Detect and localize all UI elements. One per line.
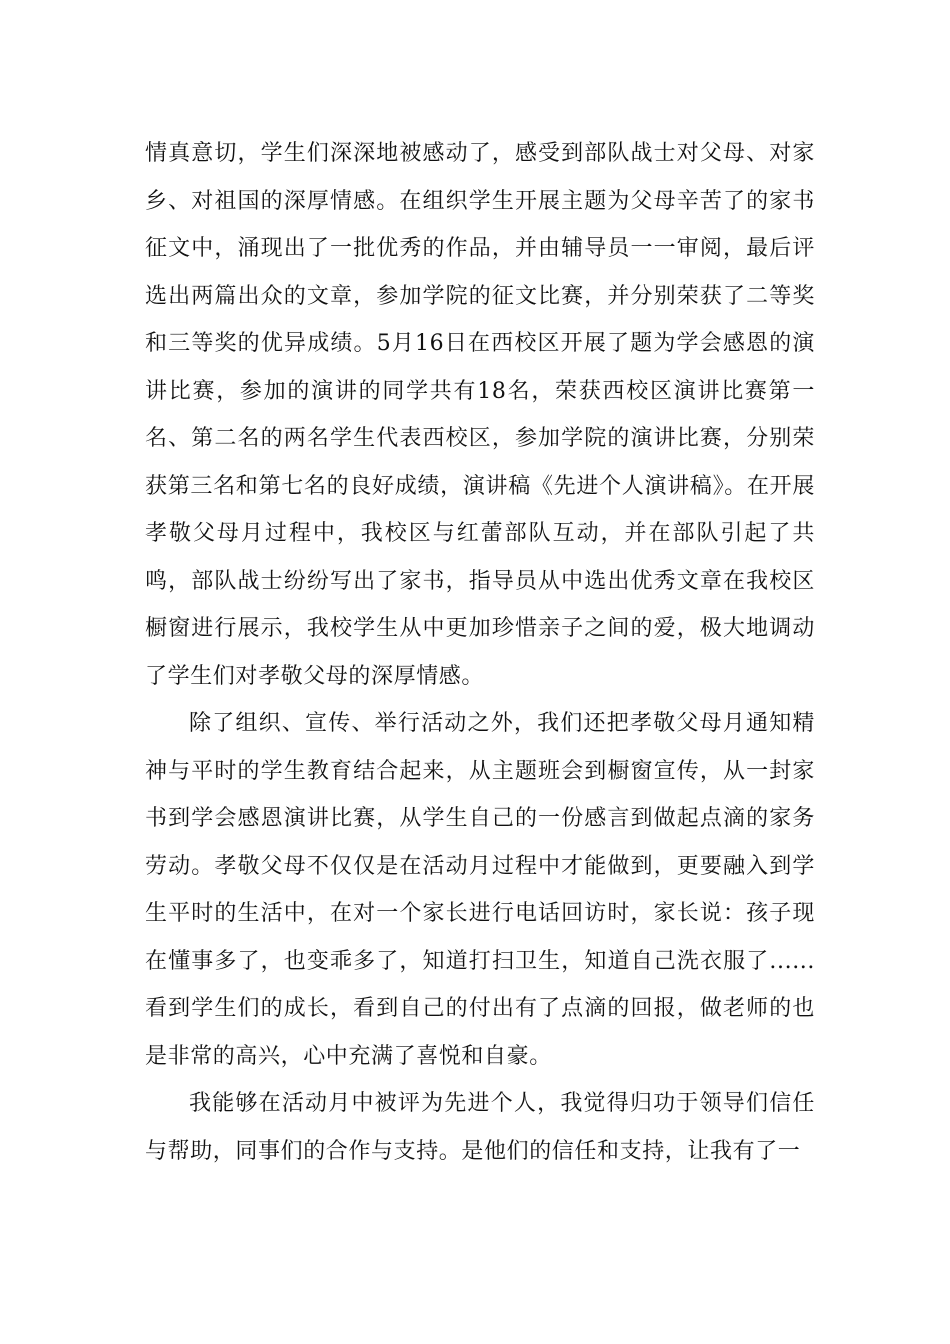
paragraph-2: 除了组织、宣传、举行活动之外，我们还把孝敬父母月通知精神与平时的学生教育结合起来，从主题班会到橱窗宣传，从一封家书到学会感恩演讲比赛，从学生自己的一份感言到做起点滴的家务劳动。孝敬父母不仅仅是在活动月过程中才能做到，更要融入到学生平时的生活中，在对一个家长进行电话回访时，家长说：孩子现在懂事多了，也变乖多了，知道打扫卫生，知道自己洗衣服了......看到学生们的成长，看到自己的付出有了点滴的回报，做老师的也是非常的高兴，心中充满了喜悦和自豪。: [145, 711, 815, 1069]
paragraph-3: 我能够在活动月中被评为先进个人，我觉得归功于领导们信任与帮助，同事们的合作与支持。是他们的信任和支持，让我有了一: [145, 1091, 815, 1164]
document-body: [145, 130, 815, 1175]
paragraph-1: 情真意切，学生们深深地被感动了，感受到部队战士对父母、对家乡、对祖国的深厚情感。在组织学生开展主题为父母辛苦了的家书征文中，涌现出了一批优秀的作品，并由辅导员一一审阅，最后评选出两篇出众的文章，参加学院的征文比赛，并分别荣获了二等奖和三等奖的优异成绩。5月16日在西校区开展了题为学会感恩的演讲比赛，参加的演讲的同学共有18名，荣获西校区演讲比赛第一名、第二名的两名学生代表西校区，参加学院的演讲比赛，分别荣获第三名和第七名的良好成绩，演讲稿《先进个人演讲稿》。在开展孝敬父母月过程中，我校区与红蕾部队互动，并在部队引起了共鸣，部队战士纷纷写出了家书，指导员从中选出优秀文章在我校区橱窗进行展示，我校学生从中更加珍惜亲子之间的爱，极大地调动了学生们对孝敬父母的深厚情感。: [145, 141, 815, 689]
